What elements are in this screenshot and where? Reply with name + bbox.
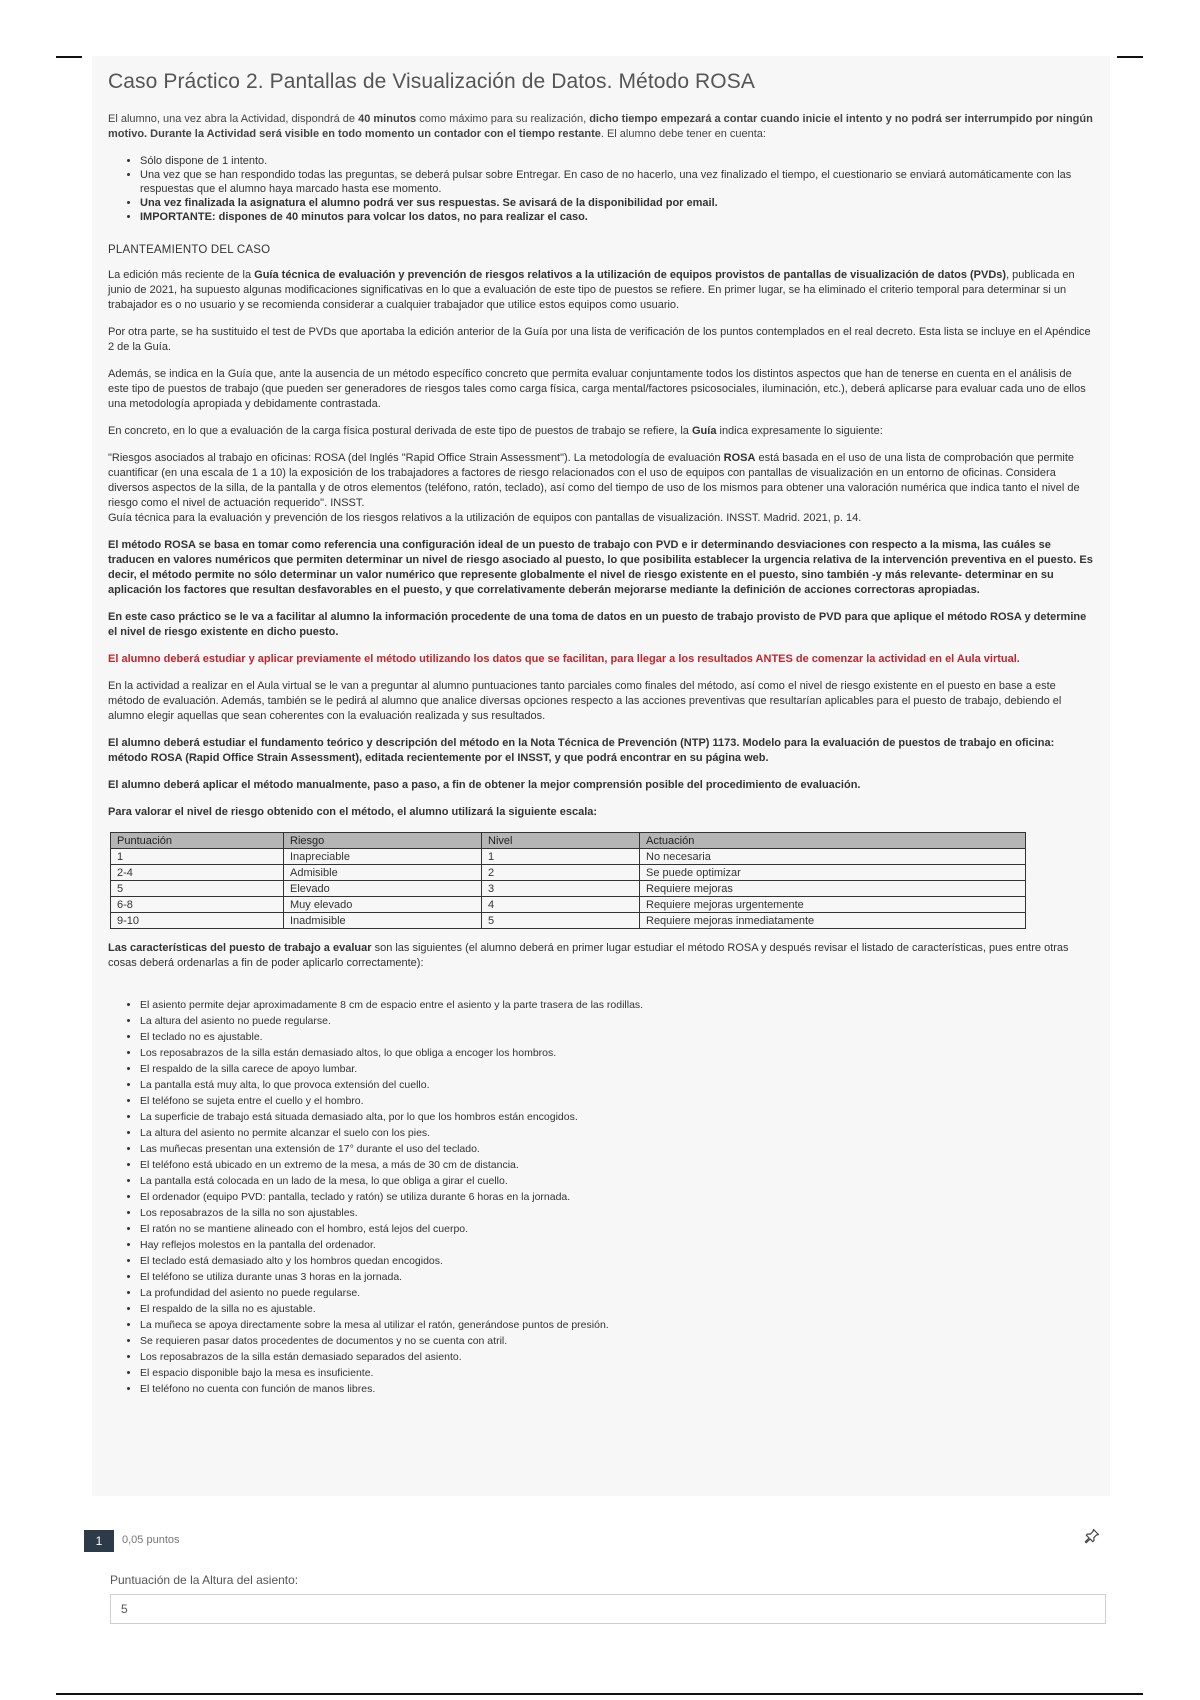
paragraph-test-replaced: Por otra parte, se ha sustituido el test de PVDs que aportaba la edición anterior de la Guía por una lista de verificación de los puntos contemplados en el real decreto. Esta lista se incluye en el Apéndice 2 de la Guía. [108, 326, 1091, 353]
feature-item: • La altura del asiento no permite alcanzar el suelo con los pies. [140, 1125, 1094, 1141]
feature-item: • Las muñecas presentan una extensión de 17° durante el uso del teclado. [140, 1141, 1094, 1157]
warning-paragraph: El alumno deberá estudiar y aplicar previamente el método utilizando los datos que se facilitan, para llegar a los resultados ANTES de comenzar la actividad en el Aula virtual. [108, 653, 1020, 665]
p1-bold-guide-title: Guía técnica de evaluación y prevención de riesgos relativos a la utilización de equipos provistos de pantallas de visualización de datos (PVDs) [254, 269, 1007, 281]
feature-item: • Los reposabrazos de la silla están demasiado separados del asiento. [140, 1349, 1094, 1365]
feature-item: • Se requieren pasar datos procedentes de documentos y no se cuenta con atril. [140, 1333, 1094, 1349]
table-row [111, 897, 1026, 913]
rule-item: • Sólo dispone de 1 intento. [140, 154, 1094, 168]
feature-item: • El teléfono está ubicado en un extremo de la mesa, a más de 30 cm de distancia. [140, 1157, 1094, 1173]
column-header: Actuación [640, 833, 1026, 849]
intro-text-3: . El alumno debe tener en cuenta: [600, 128, 766, 140]
quote-text-1: "Riesgos asociados al trabajo en oficinas: ROSA (del Inglés "Rapid Office Strain Assessment"). La metodología de evaluación [108, 452, 724, 464]
feature-item: • Los reposabrazos de la silla no son ajustables. [140, 1205, 1094, 1221]
feature-item: • La altura del asiento no puede regularse. [140, 1013, 1094, 1029]
table-row [111, 849, 1026, 865]
feature-item: • El respaldo de la silla carece de apoyo lumbar. [140, 1061, 1094, 1077]
quote-block [108, 451, 1094, 526]
table-cell: 4 [482, 897, 640, 913]
paragraph-rosa-method: El método ROSA se basa en tomar como referencia una configuración ideal de un puesto de trabajo con PVD e ir determinando desviaciones con respecto a la misma, las cuáles se traducen en valores numéricos que permiten determinar un nivel de riesgo asociado al puesto, lo que posibilita establecer la urgencia relativa de la intervención preventiva en el puesto. Es decir, el método permite no sólo determinar un valor numérico que represente globalmente el nivel de riesgo existente en el puesto, sino también -y más relevante- determinar en su aplicación los factores que resultan desfavorables en el puesto, y que correlativamente deberán mejorarse mediante la definición de acciones correctoras apropiadas. [108, 539, 1093, 596]
table-cell: 5 [111, 881, 284, 897]
case-description-panel [92, 56, 1110, 1496]
table-cell: Admisible [284, 865, 482, 881]
paragraph-postural-load [108, 424, 1094, 439]
table-cell: 2 [482, 865, 640, 881]
paragraph-guide [108, 268, 1094, 313]
page-corner-rule-right [1117, 56, 1143, 58]
table-cell: Requiere mejoras [640, 881, 1026, 897]
feature-item: • El ordenador (equipo PVD: pantalla, teclado y ratón) se utiliza durante 6 horas en la jornada. [140, 1189, 1094, 1205]
intro-bold-timer-note: dicho tiempo empezará a contar cuando inicie el intento y no podrá ser interrumpido por ningún motivo. Durante la Actividad será visible en todo momento un contador con el tiempo restante [108, 113, 1093, 140]
table-cell: 5 [482, 913, 640, 929]
rule-item: • IMPORTANTE: dispones de 40 minutos para volcar los datos, no para realizar el caso. [140, 210, 1094, 224]
answer-input[interactable] [110, 1594, 1106, 1624]
table-row [111, 881, 1026, 897]
feature-item: • El ratón no se mantiene alineado con el hombro, está lejos del cuerpo. [140, 1221, 1094, 1237]
feature-item: • La superficie de trabajo está situada demasiado alta, por lo que los hombros están encogidos. [140, 1109, 1094, 1125]
feature-item: • La profundidad del asiento no puede regularse. [140, 1285, 1094, 1301]
table-cell: Requiere mejoras inmediatamente [640, 913, 1026, 929]
feature-item: • El teléfono se sujeta entre el cuello y el hombro. [140, 1093, 1094, 1109]
table-cell: No necesaria [640, 849, 1026, 865]
quote-text-2: está basada en el uso de una lista de comprobación que permite cuantificar (en una escala de 1 a 10) la exposición de los trabajadores a factores de riesgo relacionados con el uso de equipos con pantallas de visualización en un entorno de oficinas. Considera diversos aspectos de la silla, de la pantalla y de otros elementos (teléfono, ratón, teclado), así como del tiempo de uso de los mismos para obtener una valoración numérica que indica tanto el nivel de riesgo como el nivel de actuación requerido". INSST. [108, 452, 1080, 509]
p1-text-2: , publicada en junio de 2021, ha supuesto algunas modificaciones significativas en lo que a evaluación de este tipo de puestos se refiere. En primer lugar, se ha eliminado el criterio temporal para determinar si un trabajador es o no usuario y se recomienda considerar a cualquier trabajador que utilice estos equipos como usuario. [108, 269, 1075, 311]
table-cell: 6-8 [111, 897, 284, 913]
paragraph-features-intro [108, 941, 1094, 971]
intro-text-2: como máximo para su realización, [416, 113, 590, 125]
table-cell: Se puede optimizar [640, 865, 1026, 881]
feature-item: • La pantalla está muy alta, lo que provoca extensión del cuello. [140, 1077, 1094, 1093]
column-header: Nivel [482, 833, 640, 849]
feature-item: • El teclado está demasiado alto y los hombros quedan encogidos. [140, 1253, 1094, 1269]
feature-item: • El espacio disponible bajo la mesa es insuficiente. [140, 1365, 1094, 1381]
feature-item: • La muñeca se apoya directamente sobre la mesa al utilizar el ratón, generándose puntos de presión. [140, 1317, 1094, 1333]
column-header: Puntuación [111, 833, 284, 849]
p4-text-2: indica expresamente lo siguiente: [716, 425, 883, 437]
paragraph-methodology: Además, se indica en la Guía que, ante la ausencia de un método específico concreto que permita evaluar conjuntamente todos los distintos aspectos que han de tenerse en cuenta en el análisis de este tipo de puestos de trabajo (que pueden ser generadores de riesgos tales como carga física, carga mental/factores psicosociales, iluminación, etc.), deberá aplicarse para evaluar cada uno de ellos una metodología apropiada y debidamente contrastada. [108, 368, 1086, 410]
feature-item: • La pantalla está colocada en un lado de la mesa, lo que obliga a girar el cuello. [140, 1173, 1094, 1189]
p1-text-1: La edición más reciente de la [108, 269, 255, 281]
feature-item: • El asiento permite dejar aproximadamente 8 cm de espacio entre el asiento y la parte trasera de las rodillas. [140, 997, 1094, 1013]
feature-item: • Hay reflejos molestos en la pantalla del ordenador. [140, 1237, 1094, 1253]
table-cell: 3 [482, 881, 640, 897]
table-cell: Elevado [284, 881, 482, 897]
feature-item: • El respaldo de la silla no es ajustable. [140, 1301, 1094, 1317]
table-cell: Inadmisible [284, 913, 482, 929]
paragraph-manual-method: El alumno deberá aplicar el método manualmente, paso a paso, a fin de obtener la mejor comprensión posible del procedimiento de evaluación. [108, 779, 861, 791]
paragraph-virtual-activity: En la actividad a realizar en el Aula virtual se le van a preguntar al alumno puntuaciones tanto parciales como finales del método, así como el nivel de riesgo existente en el puesto en base a este método de evaluación. Además, también se le pedirá al alumno que analice diversas opciones respecto a las acciones preventivas que resultarían aplicables para el puesto de trabajo, debiendo el alumno elegir aquellas que sean coherentes con la evaluación realizada y sus resultados. [108, 680, 1062, 722]
table-cell: 9-10 [111, 913, 284, 929]
question-panel [92, 1510, 1110, 1660]
question-number-badge: 1 [84, 1530, 114, 1552]
paragraph-scale-intro: Para valorar el nivel de riesgo obtenido con el método, el alumno utilizará la siguiente escala: [108, 806, 598, 818]
risk-scale-table [110, 832, 1026, 929]
question-label: Puntuación de la Altura del asiento: [110, 1573, 299, 1587]
p4-bold-guia: Guía [691, 425, 717, 437]
page-title: Caso Práctico 2. Pantallas de Visualización de Datos. Método ROSA [108, 70, 755, 93]
rule-item: • Una vez finalizada la asignatura el alumno podrá ver sus respuestas. Se avisará de la disponibilidad por email. [140, 196, 1094, 210]
table-row [111, 913, 1026, 929]
table-header-row [111, 833, 1026, 849]
paragraph-ntp-study: El alumno deberá estudiar el fundamento teórico y descripción del método en la Nota Técnica de Prevención (NTP) 1173. Modelo para la evaluación de puestos de trabajo en oficina: método ROSA (Rapid Office Strain Assessment), editada recientemente por el INSST, y que podrá encontrar en su página web. [108, 737, 1055, 764]
p4-text-1: En concreto, en lo que a evaluación de la carga física postural derivada de este tipo de puestos de trabajo se refiere, la [108, 425, 692, 437]
rules-list [108, 154, 1094, 224]
table-cell: Inapreciable [284, 849, 482, 865]
table-cell: Muy elevado [284, 897, 482, 913]
intro-paragraph [108, 112, 1094, 142]
column-header: Riesgo [284, 833, 482, 849]
table-cell: 2-4 [111, 865, 284, 881]
feature-item: • El teclado no es ajustable. [140, 1029, 1094, 1045]
section-title: PLANTEAMIENTO DEL CASO [108, 244, 271, 256]
table-row [111, 865, 1026, 881]
p12-text: son las siguientes (el alumno deberá en primer lugar estudiar el método ROSA y después revisar el listado de características, pues entre otras cosas deberá ordenarlas a fin de poder aplicarlo correctamente): [108, 942, 1069, 969]
paragraph-case-info: En este caso práctico se le va a facilitar al alumno la información procedente de una toma de datos en un puesto de trabajo provisto de PVD para que aplique el método ROSA y determine el nivel de riesgo existente en dicho puesto. [108, 611, 1087, 638]
page-corner-rule-left [56, 56, 82, 58]
feature-item: • Los reposabrazos de la silla están demasiado altos, lo que obliga a encoger los hombros. [140, 1045, 1094, 1061]
intro-text-1: El alumno, una vez abra la Actividad, dispondrá de [108, 113, 359, 125]
quote-bold-rosa: ROSA [723, 452, 756, 464]
table-cell: 1 [482, 849, 640, 865]
p12-bold-features: Las características del puesto de trabajo a evaluar [108, 942, 372, 954]
question-points: 0,05 puntos [122, 1534, 180, 1546]
feature-item: • El teléfono no cuenta con función de manos libres. [140, 1381, 1094, 1397]
intro-bold-duration: 40 minutos [358, 113, 417, 125]
table-cell: Requiere mejoras urgentemente [640, 897, 1026, 913]
feature-item: • El teléfono se utiliza durante unas 3 horas en la jornada. [140, 1269, 1094, 1285]
rule-item: • Una vez que se han respondido todas las preguntas, se deberá pulsar sobre Entregar. En caso de no hacerlo, una vez finalizado el tiempo, el cuestionario se enviará automáticamente con las respuestas que el alumno haya marcado hasta ese momento. [140, 168, 1094, 196]
page-bottom-rule [56, 1693, 1143, 1695]
table-cell: 1 [111, 849, 284, 865]
pin-icon[interactable] [1084, 1528, 1100, 1544]
quote-source: Guía técnica para la evaluación y prevención de los riesgos relativos a la utilización de equipos con pantallas de visualización. INSST. Madrid. 2021, p. 14. [108, 512, 862, 524]
workstation-features-list [108, 997, 1094, 1397]
